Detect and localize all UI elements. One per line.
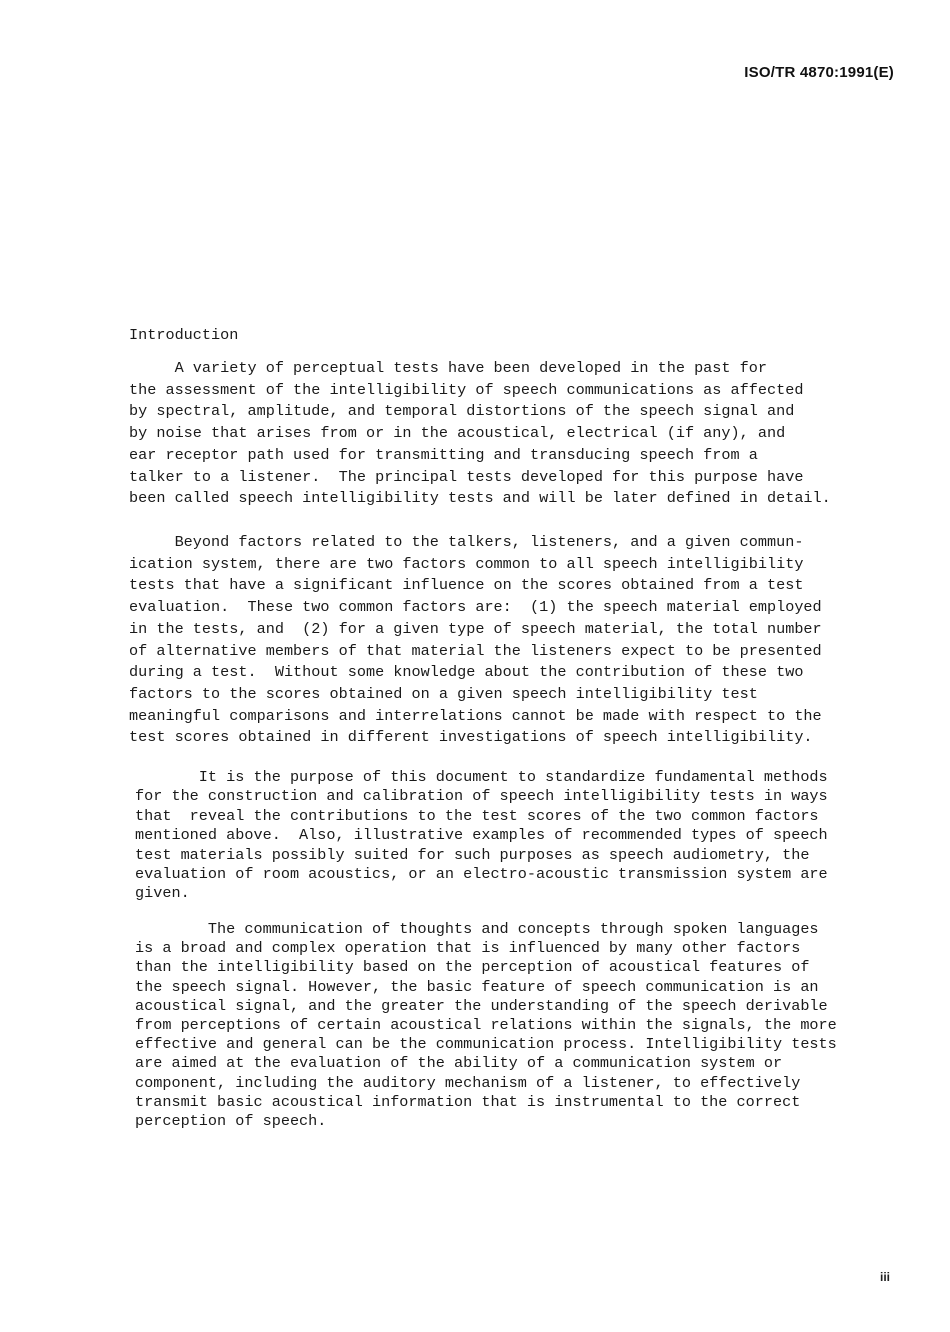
text-line: talker to a listener. The principal tests developed for this purpose have bbox=[129, 467, 804, 486]
paragraph-2 bbox=[129, 532, 822, 749]
text-line: Beyond factors related to the talkers, listeners, and a given commun- bbox=[129, 533, 804, 551]
text-line: during a test. Without some knowledge about the contribution of these two bbox=[129, 663, 804, 682]
text-line: by noise that arises from or in the acoustical, electrical (if any), and bbox=[129, 424, 786, 443]
text-line: ication system, there are two factors common to all speech intelligibility bbox=[129, 554, 804, 573]
text-line: perception of speech. bbox=[135, 1112, 327, 1131]
text-line: been called speech intelligibility tests and will be later defined in detail. bbox=[129, 489, 831, 508]
paragraph-1 bbox=[129, 358, 831, 510]
text-line: evaluation. These two common factors are: (1) the speech material employed bbox=[129, 598, 822, 617]
text-line: test scores obtained in different investigations of speech intelligibility. bbox=[129, 728, 813, 747]
text-line: that reveal the contributions to the test scores of the two common factors bbox=[135, 806, 819, 825]
text-line: is a broad and complex operation that is influenced by many other factors bbox=[135, 939, 801, 958]
text-line: than the intelligibility based on the perception of acoustical features of bbox=[135, 958, 810, 977]
page-number: iii bbox=[879, 1270, 890, 1284]
text-line: ear receptor path used for transmitting and transducing speech from a bbox=[129, 445, 758, 464]
text-line: are aimed at the evaluation of the ability of a communication system or bbox=[135, 1054, 783, 1073]
text-line: by spectral, amplitude, and temporal distortions of the speech signal and bbox=[129, 402, 795, 421]
text-line: of alternative members of that material the listeners expect to be presented bbox=[129, 641, 822, 660]
text-line: from perceptions of certain acoustical relations within the signals, the more bbox=[135, 1016, 837, 1035]
text-line: the assessment of the intelligibility of speech communications as affected bbox=[129, 380, 804, 399]
document-id-header: ISO/TR 4870:1991(E) bbox=[744, 64, 894, 81]
text-line: component, including the auditory mechanism of a listener, to effectively bbox=[135, 1073, 801, 1092]
text-line: meaningful comparisons and interrelations cannot be made with respect to the bbox=[129, 706, 822, 725]
text-line: the speech signal. However, the basic feature of speech communication is an bbox=[135, 977, 819, 996]
text-line: transmit basic acoustical information that is instrumental to the correct bbox=[135, 1092, 801, 1111]
text-line: The communication of thoughts and concepts through spoken languages bbox=[135, 920, 819, 938]
text-line: for the construction and calibration of speech intelligibility tests in ways bbox=[135, 787, 828, 806]
text-line: effective and general can be the communication process. Intelligibility tests bbox=[135, 1035, 837, 1054]
text-line: A variety of perceptual tests have been developed in the past for bbox=[129, 359, 767, 377]
text-line: acoustical signal, and the greater the understanding of the speech derivable bbox=[135, 996, 828, 1015]
text-line: mentioned above. Also, illustrative examples of recommended types of speech bbox=[135, 826, 828, 845]
text-line: factors to the scores obtained on a given speech intelligibility test bbox=[129, 684, 758, 703]
paragraph-4 bbox=[135, 920, 837, 1131]
text-line: It is the purpose of this document to standardize fundamental methods bbox=[135, 768, 828, 786]
text-line: test materials possibly suited for such purposes as speech audiometry, the bbox=[135, 845, 810, 864]
section-heading: Introduction bbox=[129, 326, 239, 344]
text-line: given. bbox=[135, 884, 190, 903]
text-line: evaluation of room acoustics, or an electro-acoustic transmission system are bbox=[135, 865, 828, 884]
text-line: tests that have a significant influence on the scores obtained from a test bbox=[129, 576, 804, 595]
paragraph-3 bbox=[135, 768, 828, 904]
text-line: in the tests, and (2) for a given type of speech material, the total number bbox=[129, 619, 822, 638]
